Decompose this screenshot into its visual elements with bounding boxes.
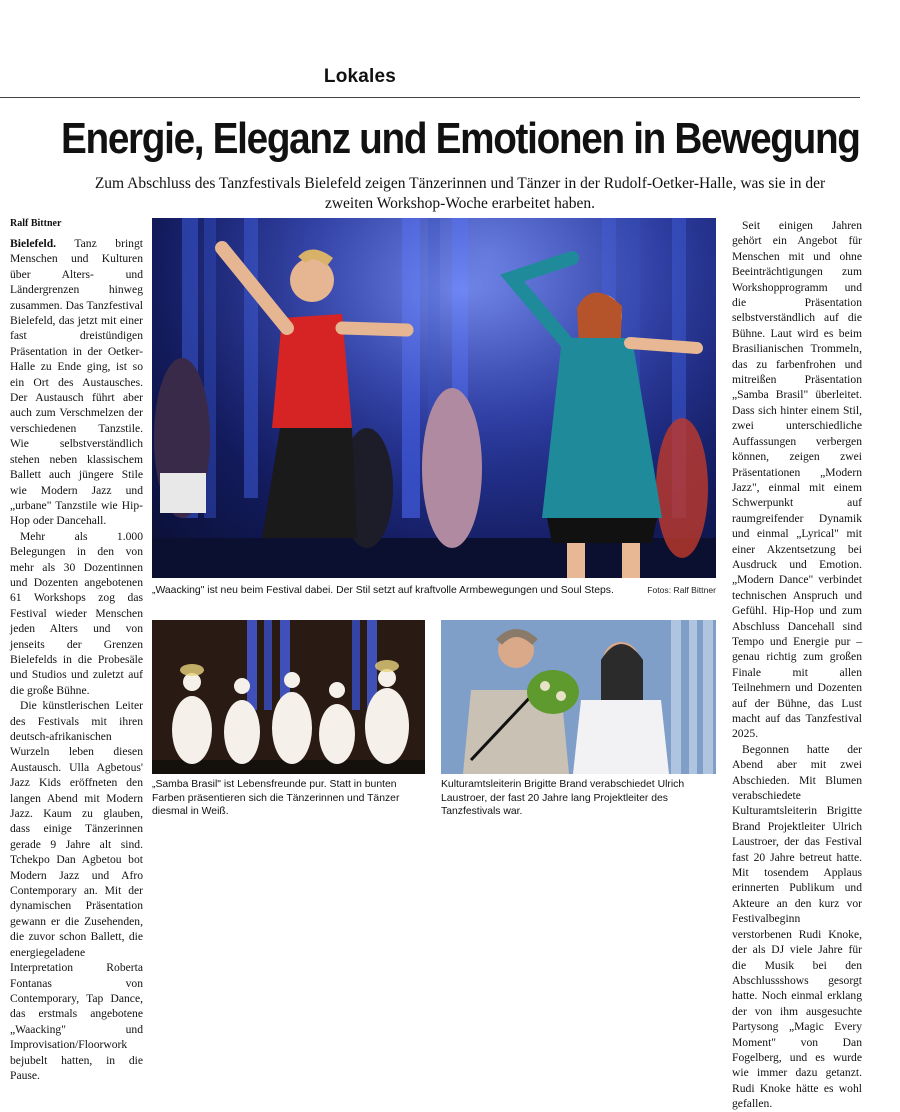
section-label: Lokales: [323, 66, 397, 87]
subheadline: Zum Abschluss des Tanzfestivals Bielefeld zeigen Tänzerinnen und Tänzer in der Rudolf-Oetker-Halle, was sie in der zweiten Workshop-Woche erarbeitet haben.: [94, 175, 826, 212]
paragraph: Mehr als 1.000 Belegungen in den von mehr als 30 Dozentinnen und Dozenten angebotenen 61 Workshops zog das Festival wieder Menschen jeden Alters und von jenseits der Grenzen Bielefelds in die Probesäle und Studios und zuletzt auf die große Bühne.: [10, 529, 143, 697]
article-column-right: [732, 218, 862, 1112]
photo-farewell-flowers: [441, 620, 716, 774]
photo-samba-brasil: [152, 620, 425, 774]
photo-waacking-dancers: [152, 218, 716, 578]
paragraph: Bielefeld. Tanz bringt Menschen und Kulturen über Alters- und Ländergrenzen hinweg zusammen. Das Tanzfestival Bielefeld, das jetzt mit einer fast dreistündigen Präsentation in der Oetker-Halle zu Ende ging, ist so ein Ort des Austausches. Der Austausch führt aber auch zum Verschmelzen der verschiedenen Tanzstile. Wie selbstverständlich stehen neben klassischem Ballett auch jüngere Stile wie Modern Jazz und „urbane" Tanzstile wie Hip-Hop oder Dancehall.: [10, 237, 143, 528]
samba-photo-caption: „Samba Brasil" ist Lebensfreunde pur. Statt in bunten Farben präsentieren sich die Tänzerinnen und Tänzer diesmal in Weiß.: [152, 779, 400, 818]
article-column-left: [10, 236, 143, 1083]
dateline: Bielefeld.: [10, 237, 57, 250]
section-divider: [0, 97, 860, 98]
paragraph: Die künstlerischen Leiter des Festivals mit ihren deutsch-afrikanischen Wurzeln leben diesen Austausch. Ulla Agbetous' Jazz Kids eröffneten den langen Abend mit Modern Jazz. Kaum zu glauben, dass einige Tänzerinnen gerade 9 Jahre alt sind. Tchekpo Dan Agbetou bot Modern Jazz und Afro Contemporary an. Mit der dynamischen Präsentation gewann er die Zusehenden, die zuvor schon Ballett, die energiegeladene Interpretation Roberta Fontanas von Contemporary, Tap Dance, das erstmals angebotene „Waacking" und Improvisation/Floorwork bejubelt hatten, in die Pause.: [10, 699, 143, 1082]
farewell-photo-caption: Kulturamtsleiterin Brigitte Brand verabschiedet Ulrich Laustroer, der fast 20 Jahre lang Projektleiter des Tanzfestivals war.: [441, 779, 685, 818]
main-photo-caption: „Waacking" ist neu beim Festival dabei. Der Stil setzt auf kraftvolle Armbewegungen und Soul Steps.: [152, 585, 614, 596]
paragraph: Begonnen hatte der Abend aber mit zwei Abschieden. Mit Blumen verabschiedete Kulturamtsleiterin Brigitte Brand Projektleiter Ulrich Laustroer, der das Festival fast 20 Jahre betreut hatte. Mit tosendem Applaus erinnerten Publikum und Akteure an den kurz vor Festivalbeginn verstorbenen Rudi Knoke, der als DJ viele Jahre für die Musik bei den Abschlussshows gesorgt hatte. Noch einmal erklang der von ihm ausgesuchte Partysong „Magic Every Moment" von Dan Fogelberg, und es wurde wie immer dazu getanzt. Rudi Knoke hätte es wohl gefallen.: [732, 742, 862, 1111]
paragraph: Seit einigen Jahren gehört ein Angebot für Menschen mit und ohne Beeinträchtigungen zum Workshopprogramm und die Präsentation selbstverständlich auf die Bühne. Laut wird es beim Brasilianischen Trommeln, das zu farbenfrohen und mitreißen Präsentation „Samba Brasil" überleitet. Dass sich hinter einem Stil, zwei unterschiedliche Auffassungen verbergen können, zeigen zwei Präsentationen „Modern Jazz", einmal mit einem Schwerpunkt auf raumgreifender Dynamik und einmal „Lyrical" mit einer Akzentsetzung bei Ausdruck und Emotion. „Modern Dance" verbindet technischen Anspruch und Gefühl. Hip-Hop und zum Abschluss Dancehall sind Tempo und Energie pur – genau richtig zum großen Finale mit allen Teilnehmern und Dozenten auf der Bühne, das Lust macht auf das Tanzfestival 2025.: [732, 219, 862, 741]
headline: Energie, Eleganz und Emotionen in Bewegung: [61, 114, 860, 163]
author-byline: Ralf Bittner: [10, 218, 62, 229]
photo-credit: Fotos: Ralf Bittner: [647, 585, 716, 595]
